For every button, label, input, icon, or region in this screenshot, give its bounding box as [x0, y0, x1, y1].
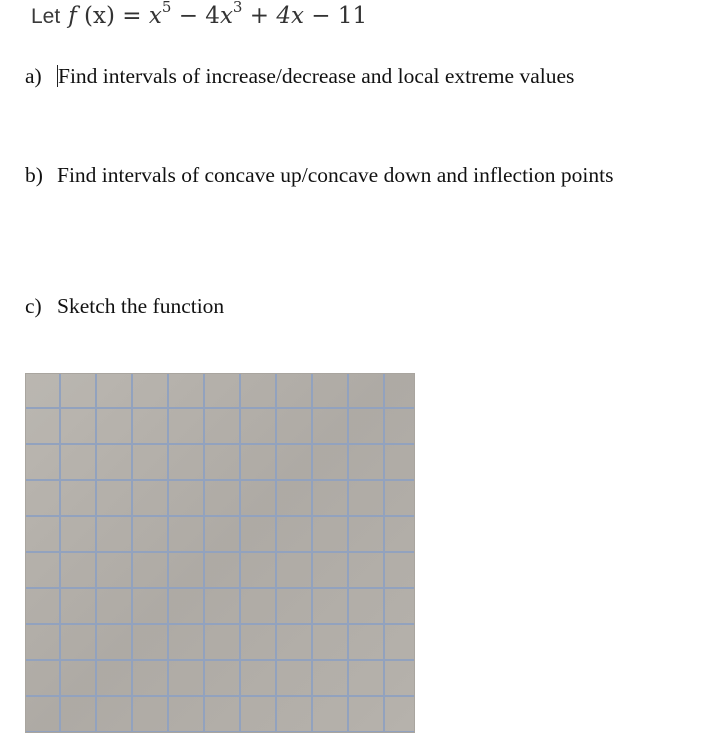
- equals-sign: =: [122, 3, 142, 29]
- question-b-text[interactable]: Find intervals of concave up/concave down and inflection points: [57, 163, 614, 187]
- term2-exponent: 3: [232, 0, 243, 17]
- question-b-label: b): [25, 163, 43, 187]
- term2-coefficient: 4: [205, 3, 220, 29]
- term3: 4x: [276, 3, 304, 29]
- graph-paper-image: [25, 373, 415, 733]
- question-c-label: c): [25, 294, 42, 318]
- constant-term: 11: [337, 3, 368, 29]
- question-b: [25, 163, 613, 188]
- minus-sign-2: −: [311, 3, 331, 29]
- question-a-text[interactable]: Find intervals of increase/decrease and local extreme values: [58, 64, 575, 88]
- function-definition: [31, 0, 368, 37]
- function-argument: (x): [84, 3, 115, 29]
- term1-exponent: 5: [161, 0, 172, 17]
- function-expression: [68, 0, 368, 29]
- question-c-text[interactable]: Sketch the function: [57, 294, 225, 318]
- let-word: Let: [31, 5, 61, 28]
- minus-sign-1: −: [178, 3, 198, 29]
- question-c: [25, 294, 224, 319]
- function-name: f: [68, 3, 77, 29]
- plus-sign: +: [249, 3, 270, 29]
- question-a-label: a): [25, 64, 42, 88]
- term1-base: x: [148, 3, 162, 29]
- question-a: [25, 64, 574, 89]
- term2-base: x: [219, 3, 233, 29]
